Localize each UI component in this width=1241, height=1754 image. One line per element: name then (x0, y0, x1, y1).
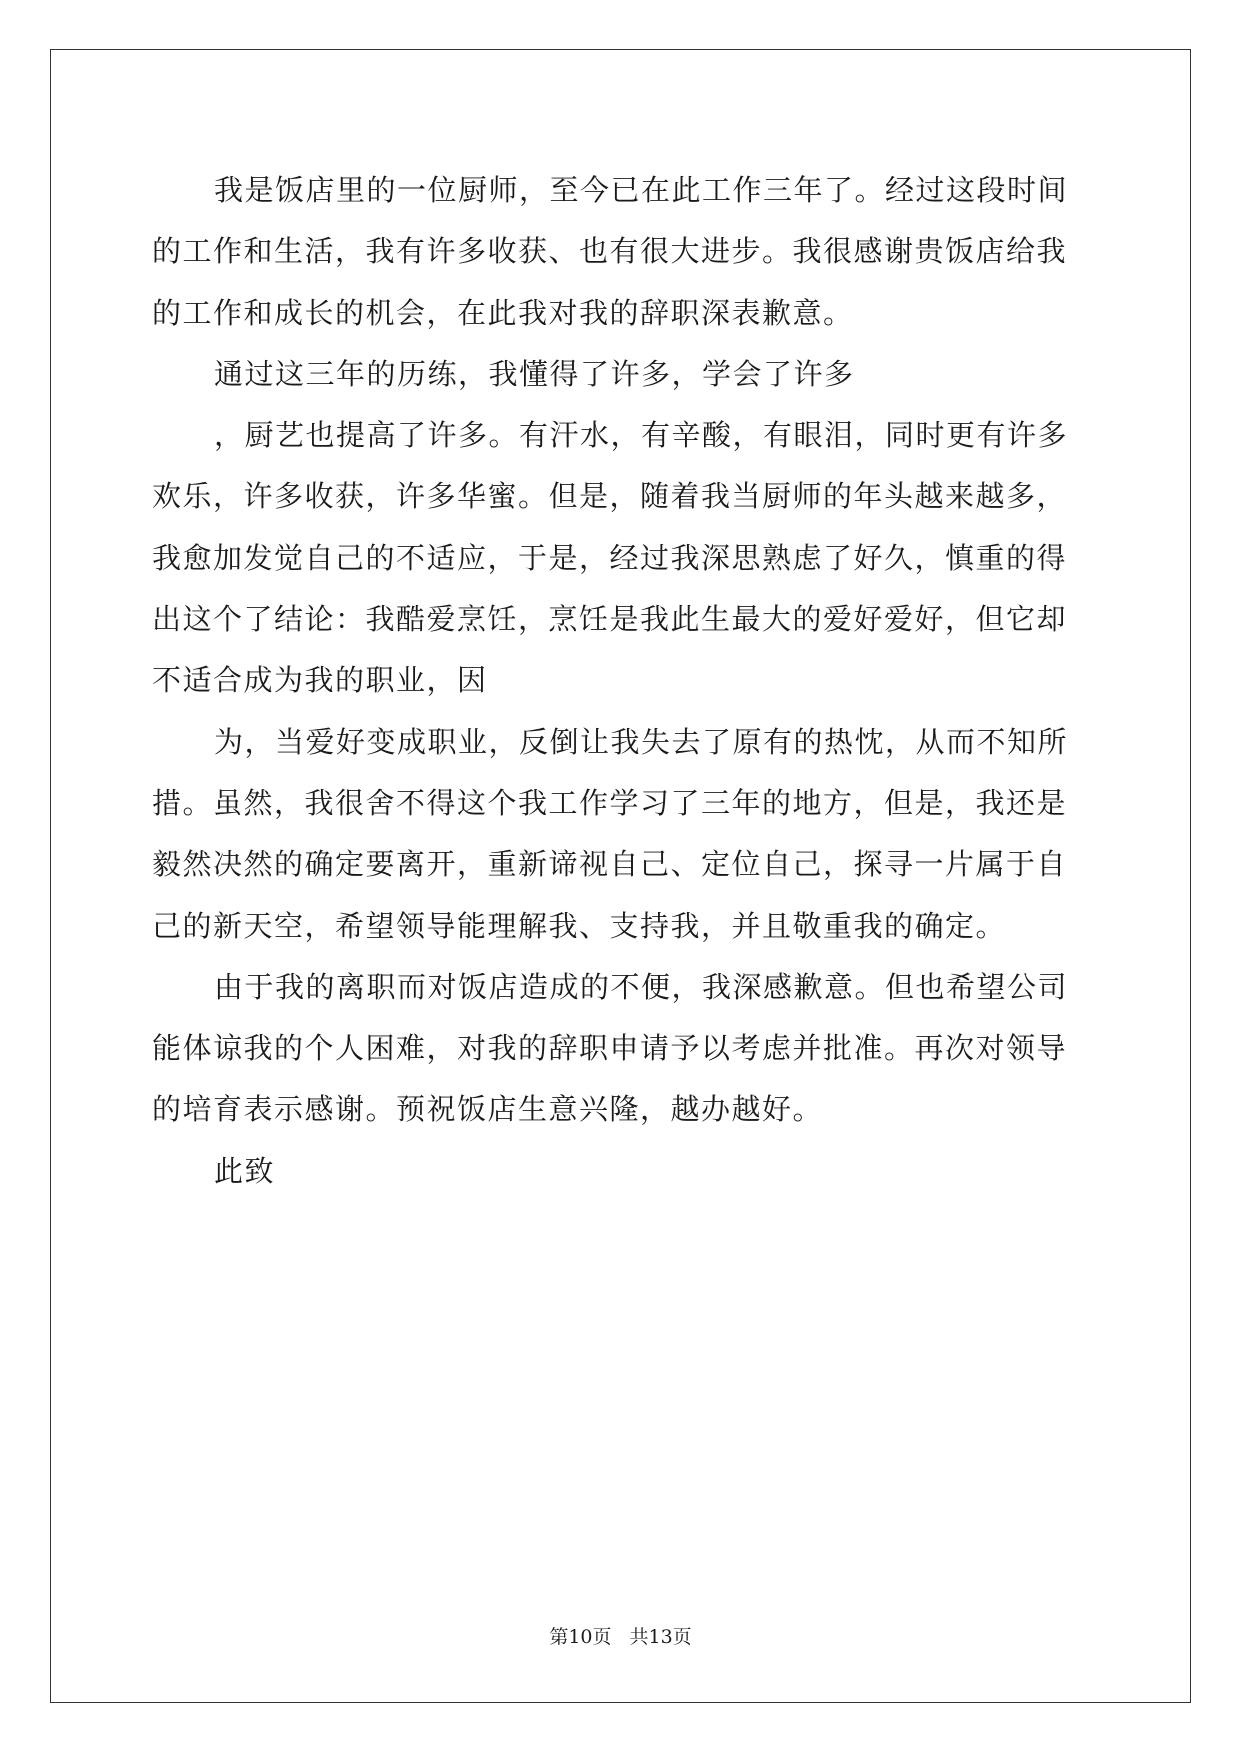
paragraph-line: 的培育表示感谢。预祝饭店生意兴隆，越办越好。 (152, 1092, 824, 1127)
paragraph-line: 欢乐，许多收获，许多华蜜。但是，随着我当厨师的年头越来越多， (152, 479, 1068, 514)
paragraph-line: 由于我的离职而对饭店造成的不便，我深感歉意。但也希望公司 (214, 969, 1069, 1004)
paragraph-line: 我愈加发觉自己的不适应，于是，经过我深思熟虑了好久，慎重的得 (152, 540, 1068, 575)
paragraph-line: 出这个了结论：我酷爱烹饪，烹饪是我此生最大的爱好爱好，但它却 (152, 602, 1068, 637)
paragraph-line: 通过这三年的历练，我懂得了许多，学会了许多 (214, 356, 855, 391)
paragraph-line: 不适合成为我的职业，因 (152, 663, 488, 698)
page-footer (0, 1622, 1241, 1649)
paragraph-line: 毅然决然的确定要离开，重新谛视自己、定位自己，探寻一片属于自 (152, 847, 1068, 882)
paragraph-line: 能体谅我的个人困难，对我的辞职申请予以考虑并批准。再次对领导 (152, 1031, 1068, 1066)
paragraph-line: 为，当爱好变成职业，反倒让我失去了原有的热忱，从而不知所 (214, 724, 1069, 759)
paragraph-line: 我是饭店里的一位厨师，至今已在此工作三年了。经过这段时间 (214, 173, 1069, 207)
page-total: 共13页 (629, 1626, 692, 1648)
closing-salutation: 此致 (214, 1153, 276, 1188)
paragraph-line: 的工作和生活，我有许多收获、也有很大进步。我很感谢贵饭店给我 (152, 234, 1068, 269)
page-number: 第10页 (549, 1626, 612, 1648)
paragraph-line: ，厨艺也提高了许多。有汗水，有辛酸，有眼泪，同时更有许多 (214, 418, 1069, 453)
paragraph-line: 措。虽然，我很舍不得这个我工作学习了三年的地方，但是，我还是 (152, 785, 1068, 820)
document-body (152, 160, 1092, 1202)
paragraph-line: 己的新天空，希望领导能理解我、支持我，并且敬重我的确定。 (152, 908, 1007, 943)
paragraph-line: 的工作和成长的机会，在此我对我的辞职深表歉意。 (152, 295, 854, 330)
